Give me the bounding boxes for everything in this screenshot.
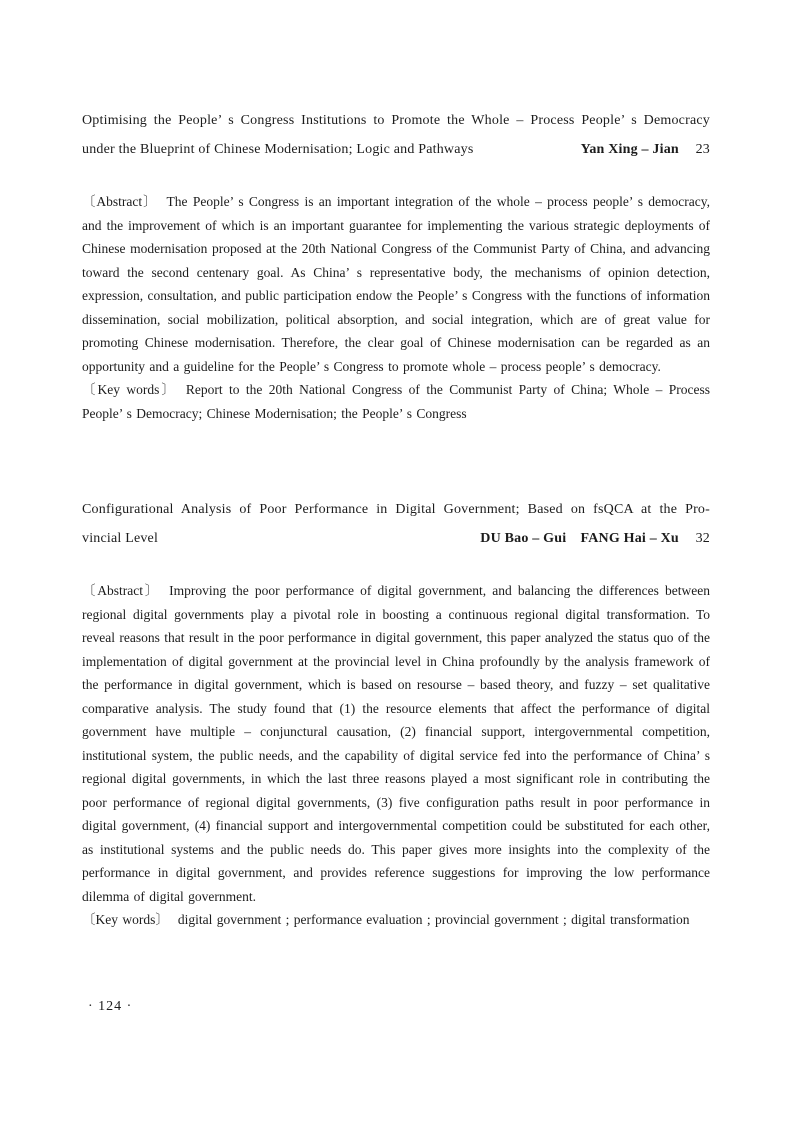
article-1-byline (581, 135, 710, 164)
article-1-title-row2 (82, 135, 710, 164)
page-footer (88, 999, 132, 1015)
article-2-keywords (82, 908, 710, 932)
article-1-title (82, 106, 710, 164)
article-2-abstract (82, 579, 710, 908)
article-2-abstract-label: 〔Abstract〕 (82, 583, 161, 598)
article-1-title-line2: under the Blueprint of Chinese Modernisation; Logic and Pathways (82, 142, 474, 157)
toc-entry-2 (82, 495, 710, 932)
article-2-authors: DU Bao – Gui FANG Hai – Xu (480, 531, 679, 546)
article-2-toc-page-number: 32 (695, 531, 710, 546)
article-2-title (82, 495, 710, 553)
article-1-abstract-label: 〔Abstract〕 (82, 194, 158, 209)
article-1-abstract-text: The People’ s Congress is an important integration of the whole – process people’ s democracy, and the improvement of which is an important guarantee for implementing the various strategic deployments of Chinese modernisation proposed at the 20th National Congress of the Communist Party of China, and advancing toward the second centenary goal. As China’ s representative body, the mechanisms of opinion detection, expression, consultation, and public participation endow the People’ s Congress with the functions of information dissemination, social mobilization, political absorption, and social integration, which are of great value for promoting Chinese modernisation. Therefore, the clear goal of Chinese modernisation can be regarded as an opportunity and a guideline for the People’ s Congress to promote whole – process people’ s democracy. (82, 194, 710, 374)
article-1-abstract (82, 190, 710, 378)
article-1-authors: Yan Xing – Jian (580, 142, 679, 157)
page-number: · 124 · (88, 999, 133, 1014)
article-1-keywords-text: Report to the 20th National Congress of the Communist Party of China; Whole – Process People’ s Democracy; Chinese Modernisation; the People’ s Congress (82, 382, 710, 421)
article-2-title-row2 (82, 524, 710, 553)
article-2-keywords-text: digital government ; performance evaluation ; provincial government ; digital transformation (177, 912, 690, 927)
article-2-title-line1: Configurational Analysis of Poor Performance in Digital Government; Based on fsQCA at the Pro- (82, 502, 710, 517)
toc-entry-1 (82, 106, 710, 425)
article-1-keywords-label: 〔Key words〕 (82, 382, 177, 397)
article-2-abstract-text: Improving the poor performance of digital government, and balancing the differences between regional digital governments play a pivotal role in boosting a continuous regional digital transformation. To reveal reasons that result in the poor performance in digital government, this paper analyzed the status quo of the implementation of digital government at the provincial level in China profoundly by the analysis framework of the performance in digital government, which is based on resourse – based theory, and fuzzy – set qualitative comparative analysis. The study found that (1) the resource elements that affect the performance of digital government have multiple – conjunctural causation, (2) financial support, intergovernmental competition, institutional system, the public needs, and the capability of digital service fed into the performance of China’ s regional digital governments, in which the last three reasons played a most significant role in contributing the poor performance of regional digital governments, (3) five configuration paths result in poor performance in digital government, (4) financial support and intergovernmental competition could be substituted for each other, as institutional systems and the public needs do. This paper gives more insights into the complexity of the performance in digital government, and provides reference suggestions for improving the low performance dilemma of digital government. (82, 583, 711, 904)
article-1-title-line1: Optimising the People’ s Congress Institutions to Promote the Whole – Process People’ s Democracy (82, 113, 710, 128)
article-2-byline (480, 524, 710, 553)
article-1-toc-page-number: 23 (695, 142, 710, 157)
article-1-keywords (82, 378, 710, 425)
article-2-keywords-label: 〔Key words〕 (82, 912, 169, 927)
article-2-title-line2: vincial Level (82, 531, 159, 546)
